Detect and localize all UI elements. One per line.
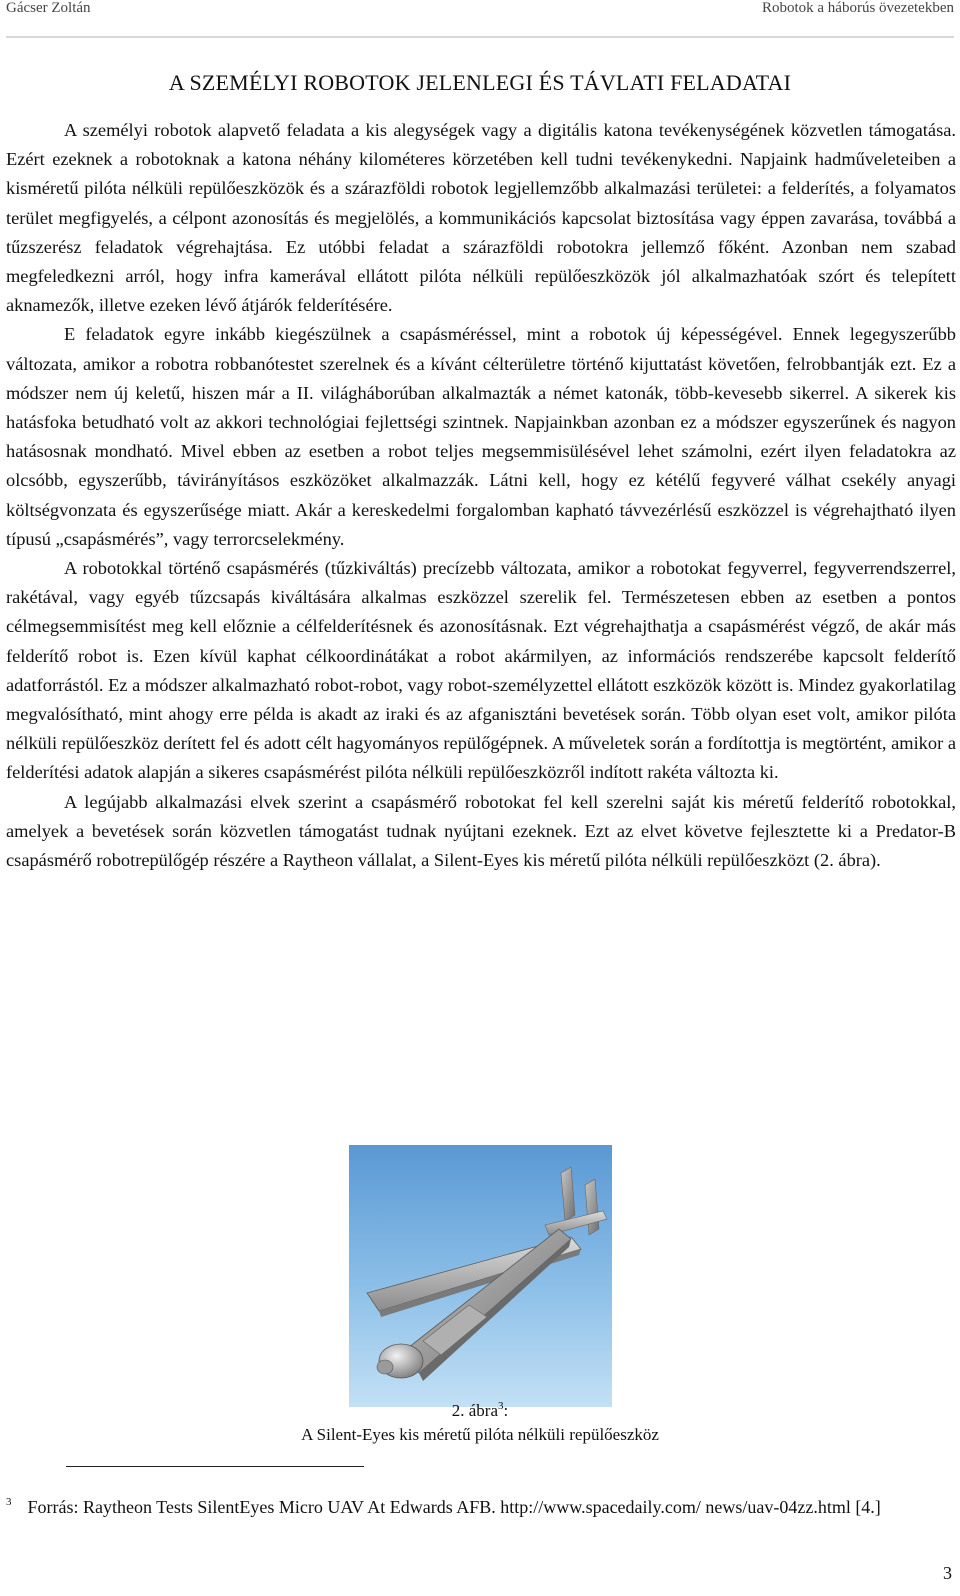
- running-header: [6, 0, 954, 20]
- paragraph-3: A robotokkal történő csapásmérés (tűzkiváltás) precízebb változata, amikor a robotokat fegyverrel, fegyverrendszerrel, rakétával, vagy egyéb tűzcsapás kiváltására alkalmas eszközzel szerelik fel. Természetesen ebben az esetben a pontos célmegsemmisítést meg kell előznie a célfelderítésnek és azonosításnak. Ezt végrehajthatja a csapásmérést végző, de akár más felderítő robot is. Ezen kívül kaphat célkoordinátákat a robot akármilyen, az információs rendszerébe kapcsolt felderítő adatforrástól. Ez a módszer alkalmazható robot-robot, vagy robot-személyzettel ellátott eszközök között is. Mindez gyakorlatilag megvalósítható, mint ahogy erre példa is akadt az iraki és az afganisztáni bevetések során. Több olyan eset volt, amikor pilóta nélküli repülőeszköz derített fel és adott célt hagyományos repülőgépnek. A műveletek során a fordítottja is megtörtént, amikor a felderítési adatok alapján a sikeres csapásmérést pilóta nélküli repülőeszközről indított rakéta változta ki.: [6, 558, 956, 783]
- paragraph-2: E feladatok egyre inkább kiegészülnek a csapásméréssel, mint a robotok új képességével. Ennek legegyszerűbb változata, amikor a robotra robbanótestet szerelnek és a kívánt célterületre történő kijuttatást követően, felrobbantják ezt. Ez a módszer nem új keletű, hiszen már a II. világháborúban alkalmazták a német katonák, több-kevesebb sikerrel. A sikerek kis hatásfoka betudható volt az akkori technológiai fejlettségi szintnek. Napjainkban azonban ez a módszer egyszerűnek és nagyon hatásosnak mondható. Mivel ebben az esetben a robot teljes megsemmisülésével lehet számolni, ezért ilyen feladatokra az olcsóbb, egyszerűbb, távirányításos eszközöket alkalmazzák. Látni kell, hogy ez kétélű fegyveré válhat csekély anyagi költségvonzata és egyszerűsége miatt. Akár a kereskedelmi forgalomban kapható távvezérlésű eszközzel is végrehajtható ilyen típusú „csapásmérés”, vagy terrorcselekmény.: [6, 324, 956, 549]
- body-text: [6, 116, 956, 875]
- paragraph-1: A személyi robotok alapvető feladata a kis alegységek vagy a digitális katona tevékenységének közvetlen támogatása. Ezért ezeknek a robotoknak a katona néhány kilométeres körzetében kell tudni tevékenykedni. Napjaink hadműveleteiben a kisméretű pilóta nélküli repülőeszközök és a szárazföldi robotok legjellemzőbb alkalmazási területei: a felderítés, a folyamatos terület megfigyelés, a célpont azonosítás és megjelölés, a kommunikációs kapcsolat biztosítása vagy éppen zavarása, továbbá a tűzszerész feladatok végrehajtása. Ez utóbbi feladat a szárazföldi robotokra jellemző főként. Azonban nem szabad megfeledkezni arról, hogy infra kamerával ellátott pilóta nélküli repülőeszközök jól alkalmazhatóak szórt és telepített aknamezők, illetve ezeken lévő átjárók felderítésére.: [6, 120, 956, 316]
- uav-illustration: [349, 1145, 612, 1407]
- figure-label: [0, 1400, 960, 1421]
- header-author: Gácser Zoltán: [6, 0, 91, 16]
- figure-caption: A Silent-Eyes kis méretű pilóta nélküli repülőeszköz: [301, 1425, 659, 1444]
- paragraph-4: A legújabb alkalmazási elvek szerint a csapásmérő robotokat fel kell szerelni saját kis méretű felderítő robotokkal, amelyek a bevetések során közvetlen támogatást tudnak nyújtani ezeknek. Ezt az elvet követve fejlesztette ki a Predator-B csapásmérő robotrepülőgép részére a Raytheon vállalat, a Silent-Eyes kis méretű pilóta nélküli repülőeszközt (2. ábra).: [6, 791, 956, 871]
- footnote-number: 3: [6, 1496, 12, 1508]
- footnote: [6, 1488, 956, 1521]
- figure-footnote-ref[interactable]: 3: [498, 1400, 504, 1412]
- figure-number: 2. ábra: [451, 1401, 499, 1420]
- footnote-rule: [66, 1466, 364, 1467]
- uav-figure: [349, 1145, 612, 1407]
- page-number: 3: [943, 1563, 952, 1583]
- header-rule: [6, 36, 954, 38]
- footnote-text: Forrás: Raytheon Tests SilentEyes Micro UAV At Edwards AFB. http://www.spacedaily.com/ news/uav-04zz.html [4.]: [27, 1497, 881, 1517]
- figure-label-colon: :: [503, 1401, 509, 1420]
- section-title: A SZEMÉLYI ROBOTOK JELENLEGI ÉS TÁVLATI FELADATAI: [168, 70, 792, 95]
- header-title: Robotok a háborús övezetekben: [761, 0, 954, 16]
